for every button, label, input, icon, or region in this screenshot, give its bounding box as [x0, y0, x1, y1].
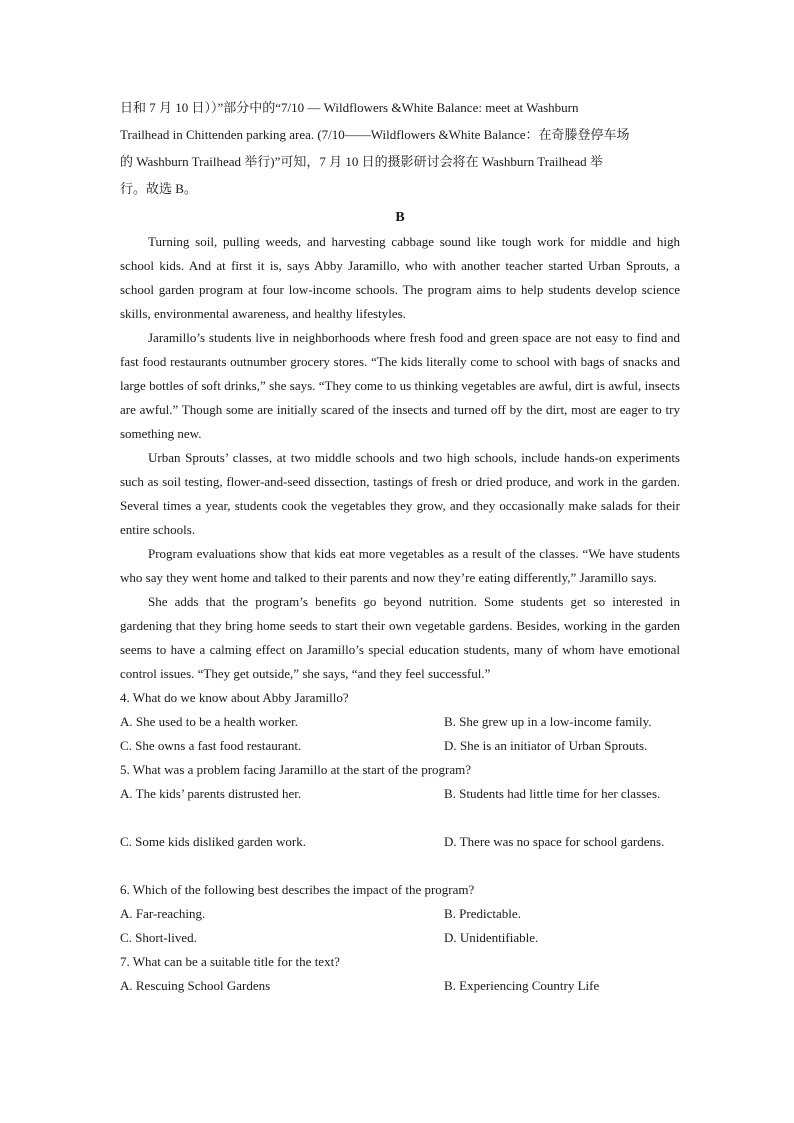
question-4 — [120, 686, 680, 758]
question-stem: 6. Which of the following best describes the impact of the program? — [120, 882, 475, 897]
document-page — [120, 94, 680, 998]
option-b[interactable]: B. Predictable. — [444, 906, 521, 921]
option-c[interactable]: C. She owns a fast food restaurant. — [120, 738, 302, 753]
option-c[interactable]: C. Some kids disliked garden work. — [120, 834, 306, 849]
option-b[interactable]: B. Experiencing Country Life — [444, 978, 600, 993]
passage-paragraph: Jaramillo’s students live in neighborhoods where fresh food and green space are not easy to find and fast food restaurants outnumber grocery stores. “The kids literally come to school with bags of snacks and large bottles of soft drinks,” she says. “They come to us thinking vegetables are awful, dirt is awful, insects are awful.” Though some are initially scared of the insects and turned off by the dirt, most are eager to try something new. — [120, 330, 680, 441]
passage-paragraph: She adds that the program’s benefits go beyond nutrition. Some students get so interested in gardening that they bring home seeds to start their own vegetable gardens. Besides, working in the garden seems to have a calming effect on Jaramillo’s special education students, many of whom have emotional control issues. “They get outside,” she says, “and they feel successful.” — [120, 594, 680, 681]
question-5 — [120, 758, 680, 878]
option-d[interactable]: D. Unidentifiable. — [444, 930, 539, 945]
question-stem: 7. What can be a suitable title for the text? — [120, 954, 340, 969]
passage-paragraph: Program evaluations show that kids eat more vegetables as a result of the classes. “We have students who say they went home and talked to their parents and now they’re eating differently,” Jaramillo says. — [120, 546, 680, 585]
option-d[interactable]: D. There was no space for school gardens. — [444, 834, 665, 849]
option-row — [120, 734, 680, 758]
option-a[interactable]: A. Rescuing School Gardens — [120, 978, 271, 993]
section-title: B — [395, 210, 405, 225]
option-d[interactable]: D. She is an initiator of Urban Sprouts. — [444, 738, 648, 753]
option-row — [120, 782, 680, 830]
explanation-line: 的 Washburn Trailhead 举行)”可知，7 月 10 日的摄影研讨会将在 Washburn Trailhead 举 — [120, 154, 603, 169]
question-7 — [120, 950, 680, 998]
passage-paragraph: Turning soil, pulling weeds, and harvesting cabbage sound like tough work for middle and high school kids. And at first it is, says Abby Jaramillo, who with another teacher started Urban Sprouts, a school garden program at four low-income schools. The program aims to help students develop science skills, environmental awareness, and healthy lifestyles. — [120, 234, 680, 321]
option-b[interactable]: B. She grew up in a low-income family. — [444, 714, 652, 729]
explanation-line: 日和 7 月 10 日））”部分中的“7/10 — Wildflowers &White Balance: meet at Washburn — [120, 100, 579, 115]
explanation-line: Trailhead in Chittenden parking area. (7/10——Wildflowers &White Balance：在奇滕登停车场 — [120, 127, 630, 142]
option-a[interactable]: A. She used to be a health worker. — [120, 714, 298, 729]
explanation-line: 行。故选 B。 — [120, 181, 197, 196]
option-c[interactable]: C. Short-lived. — [120, 930, 197, 945]
passage-paragraph: Urban Sprouts’ classes, at two middle schools and two high schools, include hands-on experiments such as soil testing, flower-and-seed dissection, tastings of fresh or dried produce, and work in the garden. Several times a year, students cook the vegetables they grow, and they occasionally make salads for their entire schools. — [120, 450, 680, 537]
option-a[interactable]: A. The kids’ parents distrusted her. — [120, 786, 302, 801]
answer-explanation — [120, 94, 680, 202]
option-row — [120, 830, 680, 878]
option-row — [120, 974, 680, 998]
option-b[interactable]: B. Students had little time for her classes. — [444, 786, 661, 801]
passage — [120, 230, 680, 686]
question-stem: 4. What do we know about Abby Jaramillo? — [120, 690, 349, 705]
question-stem: 5. What was a problem facing Jaramillo at the start of the program? — [120, 762, 471, 777]
question-6 — [120, 878, 680, 950]
option-row — [120, 926, 680, 950]
option-a[interactable]: A. Far-reaching. — [120, 906, 206, 921]
option-row — [120, 902, 680, 926]
option-row — [120, 710, 680, 734]
